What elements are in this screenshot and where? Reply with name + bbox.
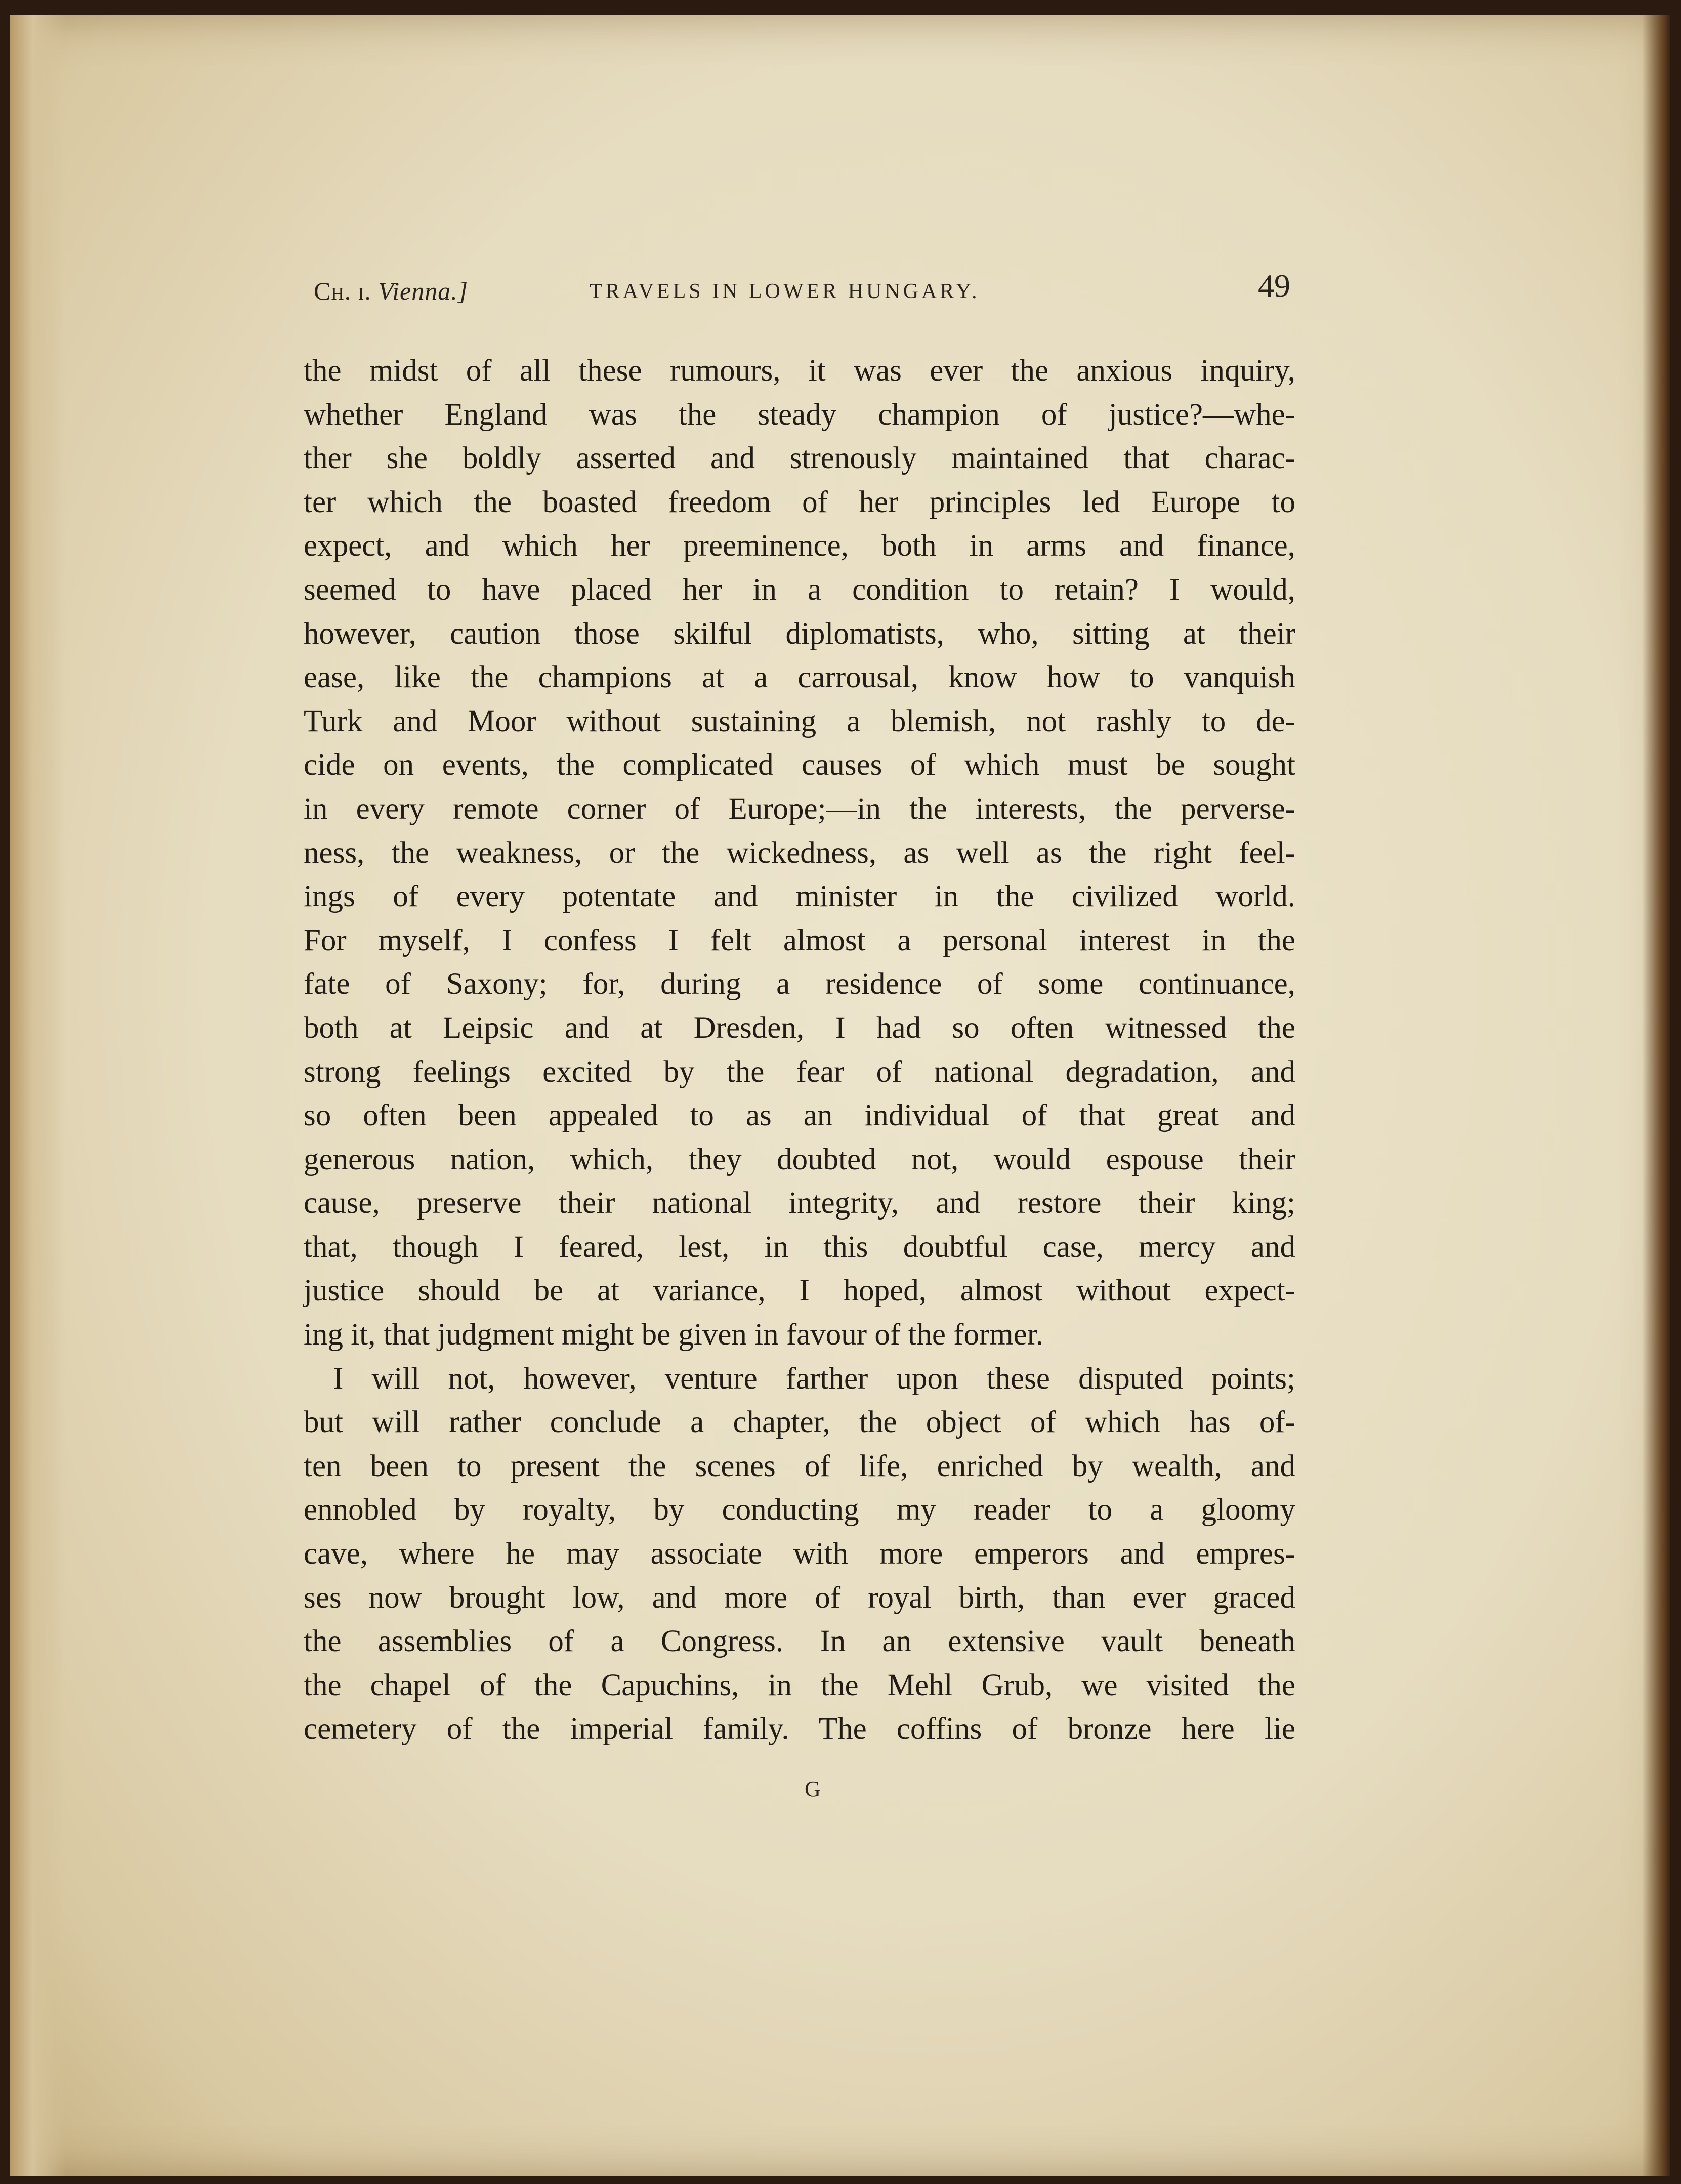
text-line: justice should be at variance, I hoped, almost without expect- xyxy=(304,1274,1295,1308)
page-gutter xyxy=(10,15,66,2176)
chapter-reference xyxy=(314,276,468,306)
text-line: ter which the boasted freedom of her principles led Europe to xyxy=(304,485,1295,519)
text-line: whether England was the steady champion of justice?—whe- xyxy=(304,397,1295,432)
text-line: ten been to present the scenes of life, enriched by wealth, and xyxy=(304,1449,1295,1483)
text-line: fate of Saxony; for, during a residence of some continuance, xyxy=(304,967,1295,1001)
signature-mark: G xyxy=(805,1777,821,1801)
text-line: strong feelings excited by the fear of national degradation, and xyxy=(304,1055,1295,1089)
running-header xyxy=(314,267,1290,313)
text-line: I will not, however, venture farther upon these disputed points; xyxy=(333,1361,1295,1396)
page-edge xyxy=(1642,15,1670,2176)
running-title: TRAVELS IN LOWER HUNGARY. xyxy=(590,280,980,303)
chapter-place: Vienna.] xyxy=(378,277,469,305)
body-text xyxy=(304,349,1295,1751)
page-number: 49 xyxy=(1258,268,1290,304)
text-line: ings of every potentate and minister in the civilized world. xyxy=(304,879,1295,914)
text-line: so often been appealed to as an individual of that great and xyxy=(304,1099,1295,1133)
text-line: the assemblies of a Congress. In an extensive vault beneath xyxy=(304,1624,1295,1659)
text-line: ennobled by royalty, by conducting my reader to a gloomy xyxy=(304,1493,1295,1527)
text-line: however, caution those skilful diplomatists, who, sitting at their xyxy=(304,616,1295,651)
text-line: that, though I feared, lest, in this doubtful case, mercy and xyxy=(304,1230,1295,1264)
text-line: cide on events, the complicated causes of which must be sought xyxy=(304,748,1295,782)
text-line: ness, the weakness, or the wickedness, as well as the right feel- xyxy=(304,835,1295,870)
text-line: the midst of all these rumours, it was ever the anxious inquiry, xyxy=(304,354,1295,388)
text-line: in every remote corner of Europe;—in the interests, the perverse- xyxy=(304,791,1295,826)
text-line: For myself, I confess I felt almost a personal interest in the xyxy=(304,923,1295,957)
text-line: both at Leipsic and at Dresden, I had so often witnessed the xyxy=(304,1011,1295,1045)
text-line: cause, preserve their national integrity, and restore their king; xyxy=(304,1186,1295,1221)
text-line: but will rather conclude a chapter, the object of which has of- xyxy=(304,1405,1295,1440)
text-line: Turk and Moor without sustaining a blemish, not rashly to de- xyxy=(304,704,1295,738)
text-line: cave, where he may associate with more emperors and empres- xyxy=(304,1537,1295,1571)
text-line: expect, and which her preeminence, both in arms and finance, xyxy=(304,529,1295,563)
text-line: ing it, that judgment might be given in favour of the former. xyxy=(304,1318,1044,1352)
text-line: cemetery of the imperial family. The coffins of bronze here lie xyxy=(304,1712,1295,1746)
text-line: generous nation, which, they doubted not, would espouse their xyxy=(304,1142,1295,1177)
text-line: ther she boldly asserted and strenously maintained that charac- xyxy=(304,441,1295,476)
text-line: ease, like the champions at a carrousal, know how to vanquish xyxy=(304,660,1295,695)
text-line: ses now brought low, and more of royal birth, than ever graced xyxy=(304,1580,1295,1615)
chapter-label: Ch. i. xyxy=(314,277,371,305)
text-line: the chapel of the Capuchins, in the Mehl Grub, we visited the xyxy=(304,1668,1295,1702)
text-line: seemed to have placed her in a condition to retain? I would, xyxy=(304,572,1295,607)
